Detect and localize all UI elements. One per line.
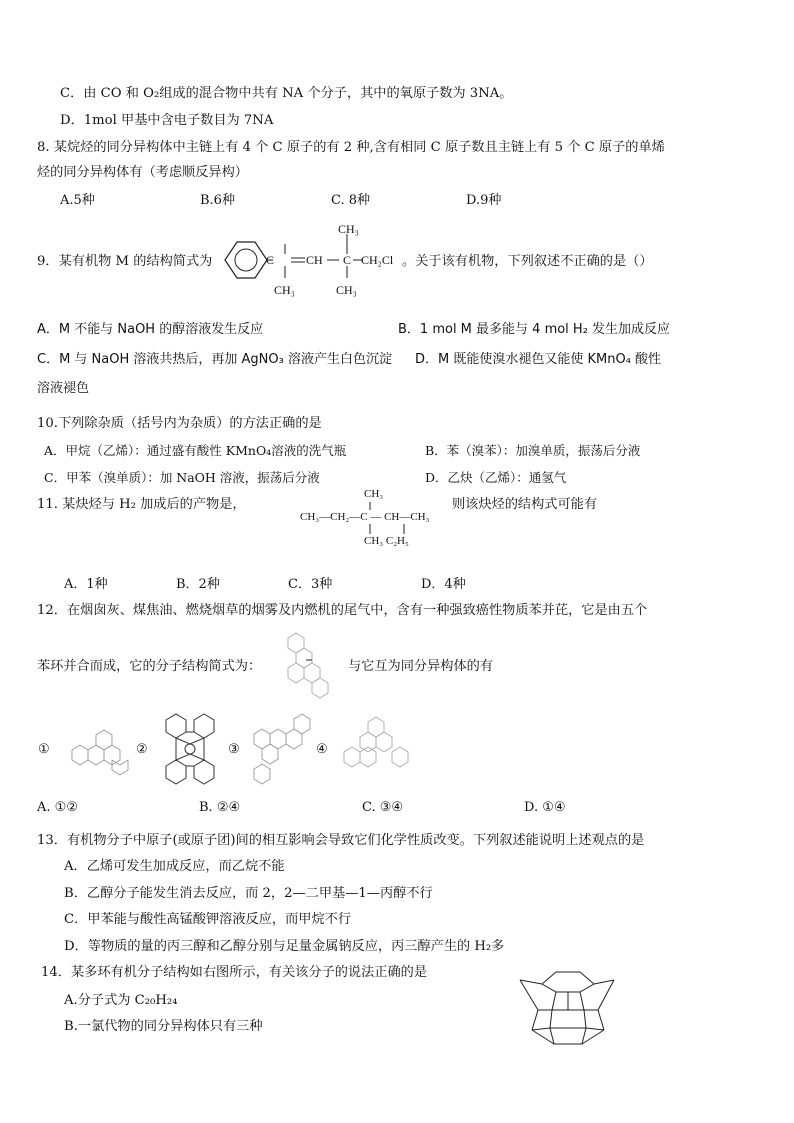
q9-ch3-right: CH₃ <box>336 283 357 297</box>
q10-option-d: D．乙炔（乙烯）：通氢气 <box>425 470 567 485</box>
q9-option-c: C．M 与 NaOH 溶液共热后，再加 AgNO₃ 溶液产生白色沉淀 <box>37 352 392 367</box>
q11-option-d: D．4种 <box>421 577 466 592</box>
q14-option-b: B.一氯代物的同分异构体只有三种 <box>64 1019 263 1034</box>
q11-main-chain: CH₃—CH₂—C — CH—CH₃ <box>300 511 430 523</box>
q11-stem-suffix: 则该炔烃的结构式可能有 <box>452 497 598 512</box>
isomer-1-structure <box>58 722 134 778</box>
q12-stem-line2-prefix: 苯环并合而成，它的分子结构简式为： <box>37 659 262 674</box>
q13-option-a: A．乙烯可发生加成反应，而乙烷不能 <box>64 859 285 874</box>
q14-option-a: A.分子式为 C₂₀H₂₄ <box>64 993 178 1008</box>
q9-ch3-left: CH₃ <box>274 283 295 297</box>
q12-mark-3: ③ <box>228 742 240 757</box>
q11-branches-bottom: CH₃ C₂H₅ <box>364 535 409 547</box>
q13-option-c: C．甲苯能与酸性高锰酸钾溶液反应，而甲烷不行 <box>64 912 352 927</box>
q10-option-b: B．苯（溴苯）：加溴单质，振荡后分液 <box>425 443 641 458</box>
q7-option-c: C．由 CO 和 O₂组成的混合物中共有 NA 个分子，其中的氧原子数为 3NA。 <box>60 86 513 101</box>
q10-option-a: A．甲烷（乙烯）：通过盛有酸性 KMnO₄溶液的洗气瓶 <box>44 443 347 458</box>
isomer-4-structure <box>332 716 412 786</box>
q11-option-b: B．2种 <box>176 577 220 592</box>
q9-c-atom: C <box>266 253 275 267</box>
q8-stem-line2: 烃的同分异构体有（考虑顺反异构） <box>37 165 248 180</box>
q8-option-d: D.9种 <box>466 193 502 208</box>
q9-option-b: B．1 mol M 最多能与 4 mol H₂ 发生加成反应 <box>398 322 671 337</box>
q13-option-b: B．乙醇分子能发生消去反应，而 2，2—二甲基—1—丙醇不行 <box>64 886 433 901</box>
q13-stem: 13．有机物分子中原子(或原子团)间的相互影响会导致它们化学性质改变。下列叙述能说明上述观点的是 <box>37 833 645 848</box>
q11-stem-prefix: 11. 某炔烃与 H₂ 加成后的产物是， <box>37 497 246 512</box>
isomer-2-structure <box>154 710 226 788</box>
benzopyrene-structure <box>276 630 346 700</box>
q12-option-d: D. ①④ <box>524 800 566 815</box>
q9-ch3-top: CH₃ <box>338 222 359 236</box>
q12-mark-4: ④ <box>316 742 328 757</box>
q10-option-c: C．甲苯（溴单质）：加 NaOH 溶液，振荡后分液 <box>44 470 320 485</box>
q9-c2-atom: C <box>343 253 352 267</box>
q12-mark-1: ① <box>38 742 50 757</box>
polycyclic-cage-structure <box>510 966 622 1050</box>
q9-option-d: D．M 既能使溴水褪色又能使 KMnO₄ 酸性 <box>415 352 662 367</box>
q9-option-d-cont: 溶液褪色 <box>37 381 90 396</box>
q9-stem-suffix: 。关于该有机物，下列叙述不正确的是（） <box>402 254 653 269</box>
q9-ch2cl: CH₂Cl <box>361 253 394 267</box>
q11-ch3-top: CH₃ <box>364 488 384 500</box>
q11-option-c: C．3种 <box>288 577 333 592</box>
q12-option-b: B. ②④ <box>199 800 241 815</box>
q11-option-a: A．1种 <box>64 577 108 592</box>
q12-option-a: A. ①② <box>37 800 78 815</box>
q8-option-b: B.6种 <box>200 193 235 208</box>
q8-stem-line1: 8. 某烷烃的同分异构体中主链上有 4 个 C 原子的有 2 种,含有相同 C 原子数且主链上有 5 个 C 原子的单烯 <box>37 140 665 155</box>
q13-option-d: D．等物质的量的丙三醇和乙醇分别与足量金属钠反应，丙三醇产生的 H₂多 <box>64 939 505 954</box>
q12-option-c: C. ③④ <box>362 800 404 815</box>
q14-stem: 14．某多环有机分子结构如右图所示，有关该分子的说法正确的是 <box>41 965 428 980</box>
q11-bonds <box>300 498 440 540</box>
q12-stem-line1: 12．在烟囱灰、煤焦油、燃烧烟草的烟雾及内燃机的尾气中，含有一种强致癌性物质苯并芘，它是由五个 <box>37 603 648 618</box>
q9-stem-prefix: 9．某有机物 M 的结构简式为 <box>37 254 213 269</box>
q7-option-d: D．1mol 甲基中含电子数目为 7NA <box>60 113 274 128</box>
q9-option-a: A．M 不能与 NaOH 的醇溶液发生反应 <box>37 322 264 337</box>
q9-ch-group: CH <box>306 253 323 267</box>
isomer-3-structure <box>240 714 324 790</box>
q8-option-c: C. 8种 <box>331 193 371 208</box>
q10-stem: 10.下列除杂质（括号内为杂质）的方法正确的是 <box>37 416 322 431</box>
q12-stem-line2-suffix: 与它互为同分异构体的有 <box>348 659 494 674</box>
q8-option-a: A.5种 <box>60 193 95 208</box>
q12-mark-2: ② <box>136 742 148 757</box>
